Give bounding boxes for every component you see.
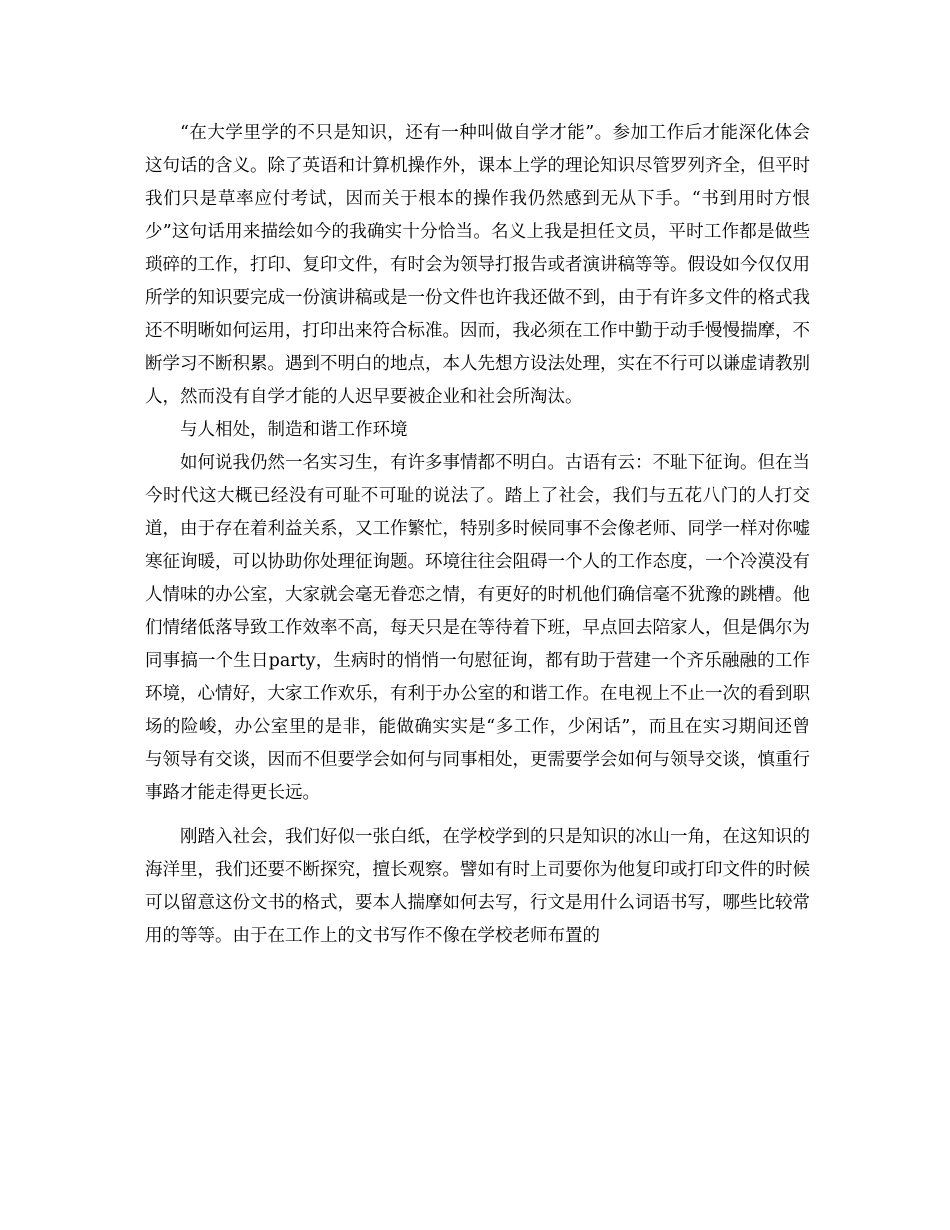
paragraph-workplace-harmony: 如何说我仍然一名实习生，有许多事情都不明白。古语有云：不耻下征询。但在当今时代这大概已经没有可耻不可耻的说法了。踏上了社会，我们与五花八门的人打交道，由于存在着利益关系，又工作繁忙，特别多时候同事不会像老师、同学一样对你嘘寒征询暖，可以协助你处理征询题。环境往往会阻碍一个人的工作态度，一个冷漠没有人情味的办公室，大家就会毫无眷恋之情，有更好的时机他们确信毫不犹豫的跳槽。他们情绪低落导致工作效率不高，每天只是在等待着下班，早点回去陪家人，但是偶尔为同事搞一个生日party，生病时的悄悄一句慰征询，都有助于营建一个齐乐融融的工作环境，心情好，大家工作欢乐，有利于办公室的和谐工作。在电视上不止一次的看到职场的险峻，办公室里的是非，能做确实实是“多工作，少闲话”，而且在实习期间还曾与领导有交谈，因而不但要学会如何与同事相处，更需要学会如何与领导交谈，慎重行事路才能走得更长远。 (145, 453, 810, 803)
paragraph-entering-society: 刚踏入社会，我们好似一张白纸，在学校学到的只是知识的冰山一角，在这知识的海洋里，我们还要不断探究，擅长观察。譬如有时上司要你为他复印或打印文件的时候可以留意这份文书的格式，要本人揣摩如何去写，行文是用什么词语书写，哪些比较常用的等等。由于在工作上的文书写作不像在学校老师布置的 (145, 827, 810, 946)
section-heading: 与人相处，制造和谐工作环境 (180, 420, 408, 440)
document-body (145, 117, 810, 953)
paragraph-self-learning: “在大学里学的不只是知识，还有一种叫做自学才能”。参加工作后才能深化体会这句话的含义。除了英语和计算机操作外，课本上学的理论知识尽管罗列齐全，但平时我们只是草率应付考试，因而关于根本的操作我仍然感到无从下手。“书到用时方恨少”这句话用来描绘如今的我确实十分恰当。名义上我是担任文员，平时工作都是做些琐碎的工作，打印、复印文件，有时会为领导打报告或者演讲稿等等。假设如今仅仅用所学的知识要完成一份演讲稿或是一份文件也许我还做不到，由于有许多文件的格式我还不明晰如何运用，打印出来符合标准。因而，我必须在工作中勤于动手慢慢揣摩，不断学习不断积累。遇到不明白的地点，本人先想方设法处理，实在不行可以谦虚请教别人，然而没有自学才能的人迟早要被企业和社会所淘汰。 (145, 123, 810, 407)
